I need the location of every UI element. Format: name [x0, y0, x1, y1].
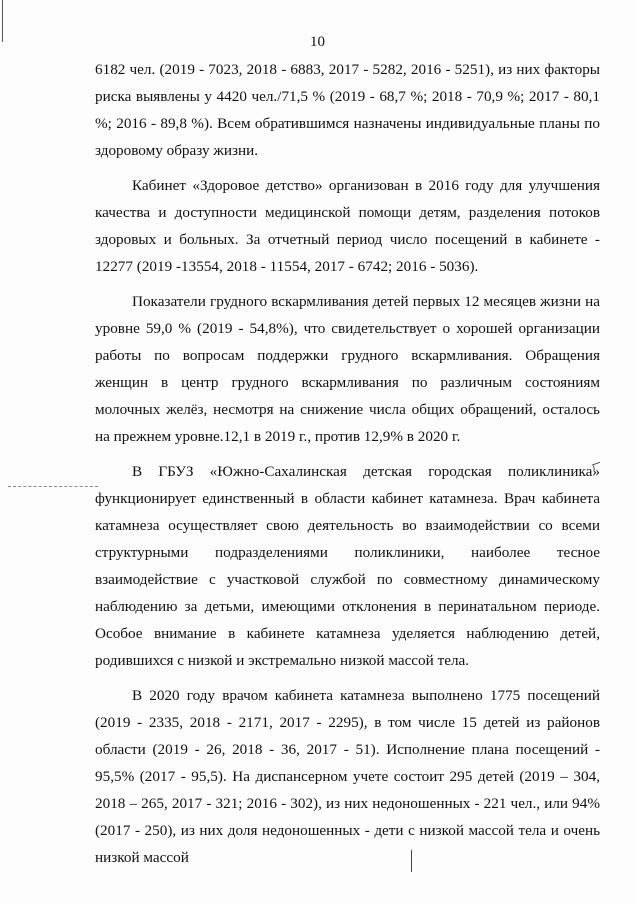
paragraph-4: В ГБУЗ «Южно-Сахалинская детская городская поликлиника» функционирует единственный в области кабинет катамнеза. Врач кабинета катамнеза осуществляет свою деятельность во взаимодействии со всеми структурными подразделениями поликлиники, наиболее тесное взаимодействие с участковой службой по совместному динамическому наблюдению за детьми, имеющими отклонения в перинатальном периоде. Особое внимание в кабинете катамнеза уделяется наблюдению детей, родившихся с низкой и экстремально низкой массой тела.	[95, 463, 600, 669]
document-body	[95, 56, 600, 879]
paragraph-3: Показатели грудного вскармливания детей первых 12 месяцев жизни на уровне 59,0 % (2019 - 54,8%), что свидетельствует о хорошей организации работы по вопросам поддержки грудного вскармливания. Обращения женщин в центр грудного вскармливания по различным состояниям молочных желёз, несмотря на снижение числа общих обращений, осталось на прежнем уровне.12,1 в 2019 г., против 12,9% в 2020 г.	[95, 293, 600, 445]
paragraph-2: Кабинет «Здоровое детство» организован в 2016 году для улучшения качества и доступности медицинской помощи детям, разделения потоков здоровых и больных. За отчетный период число посещений в кабинете - 12277 (2019 -13554, 2018 - 11554, 2017 - 6742; 2016 - 5036).	[95, 177, 600, 275]
scan-dashed-mark	[8, 486, 98, 487]
paragraph-1: 6182 чел. (2019 - 7023, 2018 - 6883, 2017 - 5282, 2016 - 5251), из них факторы риска выявлены у 4420 чел./71,5 % (2019 - 68,7 %; 2018 - 70,9 %; 2017 - 80,1 %; 2016 - 89,8 %). Всем обратившимся назначены индивидуальные планы по здоровому образу жизни.	[95, 61, 600, 159]
paragraph-5: В 2020 году врачом кабинета катамнеза выполнено 1775 посещений (2019 - 2335, 2018 - 2171, 2017 - 2295), в том числе 15 детей из районов области (2019 - 26, 2018 - 36, 2017 - 51). Исполнение плана посещений - 95,5% (2017 - 95,5). На диспансерном учете состоит 295 детей (2019 – 304, 2018 – 265, 2017 - 321; 2016 - 302), из них недоношенных - 221 чел., или 94% (2017 - 250), из них доля недоношенных - дети с низкой массой тела и очень низкой массой	[95, 687, 600, 866]
page-number: 10	[310, 34, 325, 50]
